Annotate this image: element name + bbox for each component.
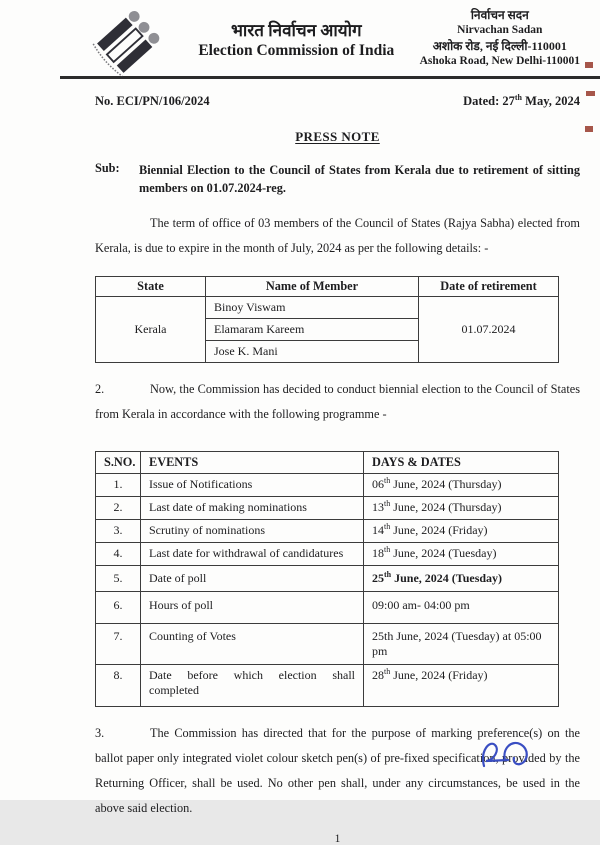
page-content [0,0,600,70]
table-row [96,623,559,664]
table-header-row [96,451,559,473]
address-english-1: Nirvachan Sadan [457,24,543,36]
paragraph-2-number: 2. [95,381,105,396]
sno-cell: 6. [96,591,141,623]
column-header-dates: DAYS & DATES [364,451,559,473]
event-cell: Last date of making nominations [141,496,364,519]
paragraph-2 [95,377,580,427]
date-cell: 13th June, 2024 (Thursday) [364,496,559,519]
address-hindi-1: निर्वाचन सदन [470,8,529,22]
org-title-english: Election Commission of India [198,42,395,59]
date-cell: 25th June, 2024 (Tuesday) at 05:00 pm [364,623,559,664]
date-cell: 14th June, 2024 (Friday) [364,519,559,542]
event-cell: Last date for withdrawal of candidatures [141,542,364,565]
table-row [96,591,559,623]
letterhead [95,6,580,70]
subject-line [95,161,580,197]
date-cell: 09:00 am- 04:00 pm [364,591,559,623]
table-row [96,473,559,496]
column-header-sno: S.NO. [96,451,141,473]
date-text: Dated: 27 [463,93,515,108]
paragraph-2-text: Now, the Commission has decided to conduct biennial election to the Council of States from Kerala in accordance with the following programme - [95,381,580,421]
org-title-block [173,6,420,60]
sno-cell: 4. [96,542,141,565]
date-cell: 18th June, 2024 (Tuesday) [364,542,559,565]
column-header-events: EVENTS [141,451,364,473]
table-row [96,296,559,318]
sno-cell: 2. [96,496,141,519]
sno-cell: 7. [96,623,141,664]
org-title-hindi: भारत निर्वाचन आयोग [230,21,362,40]
event-cell: Date before which election shall completed [141,664,364,706]
document-title [95,128,580,146]
column-header-retirement: Date of retirement [419,276,559,296]
table-row [96,496,559,519]
table-row [96,542,559,565]
event-cell: Counting of Votes [141,623,364,664]
date-cell: 28th June, 2024 (Friday) [364,664,559,706]
table-row [96,565,559,591]
event-cell: Hours of poll [141,591,364,623]
member-cell: Elamaram Kareem [206,318,419,340]
scan-artifact [585,126,593,132]
reference-number: No. ECI/PN/106/2024 [95,93,210,108]
address-english-2: Ashoka Road, New Delhi-110001 [419,55,580,67]
schedule-table [95,451,559,707]
paragraph-3-number: 3. [95,725,105,740]
table-header-row [96,276,559,296]
member-cell: Jose K. Mani [206,340,419,362]
event-cell: Issue of Notifications [141,473,364,496]
sno-cell: 8. [96,664,141,706]
table-row [96,519,559,542]
retirement-date-cell: 01.07.2024 [419,296,559,362]
eci-logo-icon [95,8,173,70]
subject-text: Biennial Election to the Council of States from Kerala due to retirement of sitting members on 01.07.2024-reg. [139,162,580,195]
reference-row [95,94,580,109]
document-title-text: PRESS NOTE [295,128,380,144]
date-line [463,94,580,109]
column-header-name: Name of Member [206,276,419,296]
member-cell: Binoy Viswam [206,296,419,318]
page-body [0,79,600,845]
state-cell: Kerala [96,296,206,362]
page-number: 1 [334,832,341,845]
date-ordinal: th [514,92,523,102]
sno-cell: 3. [96,519,141,542]
event-cell: Date of poll [141,565,364,591]
subject-label: Sub: [95,160,120,175]
table-row [96,664,559,706]
paragraph-3-text: The Commission has directed that for the purpose of marking preference(s) on the ballot paper only integrated violet colour sketch pen(s) of pre-fixed specification, provided by the Returning Officer, shall be used. No other pen shall, under any circumstances, be used in the above said election. [95,725,580,815]
date-rest: May, 2024 [522,93,580,108]
scan-artifact [586,91,595,96]
date-cell: 25th June, 2024 (Tuesday) [364,565,559,591]
sno-cell: 1. [96,473,141,496]
sno-cell: 5. [96,565,141,591]
signature-ink [478,736,544,784]
date-cell: 06th June, 2024 (Thursday) [364,473,559,496]
paragraph-1: The term of office of 03 members of the Council of States (Rajya Sabha) elected from Kerala, is due to expire in the month of July, 2024 as per the following details: - [95,215,580,255]
address-hindi-2: अशोक रोड, नई दिल्ली-110001 [432,39,567,53]
event-cell: Scrutiny of nominations [141,519,364,542]
column-header-state: State [96,276,206,296]
members-table [95,276,559,363]
scan-artifact [585,62,593,68]
schedule-table-body [96,473,559,706]
eci-logo [95,8,173,70]
address-block [420,6,580,69]
